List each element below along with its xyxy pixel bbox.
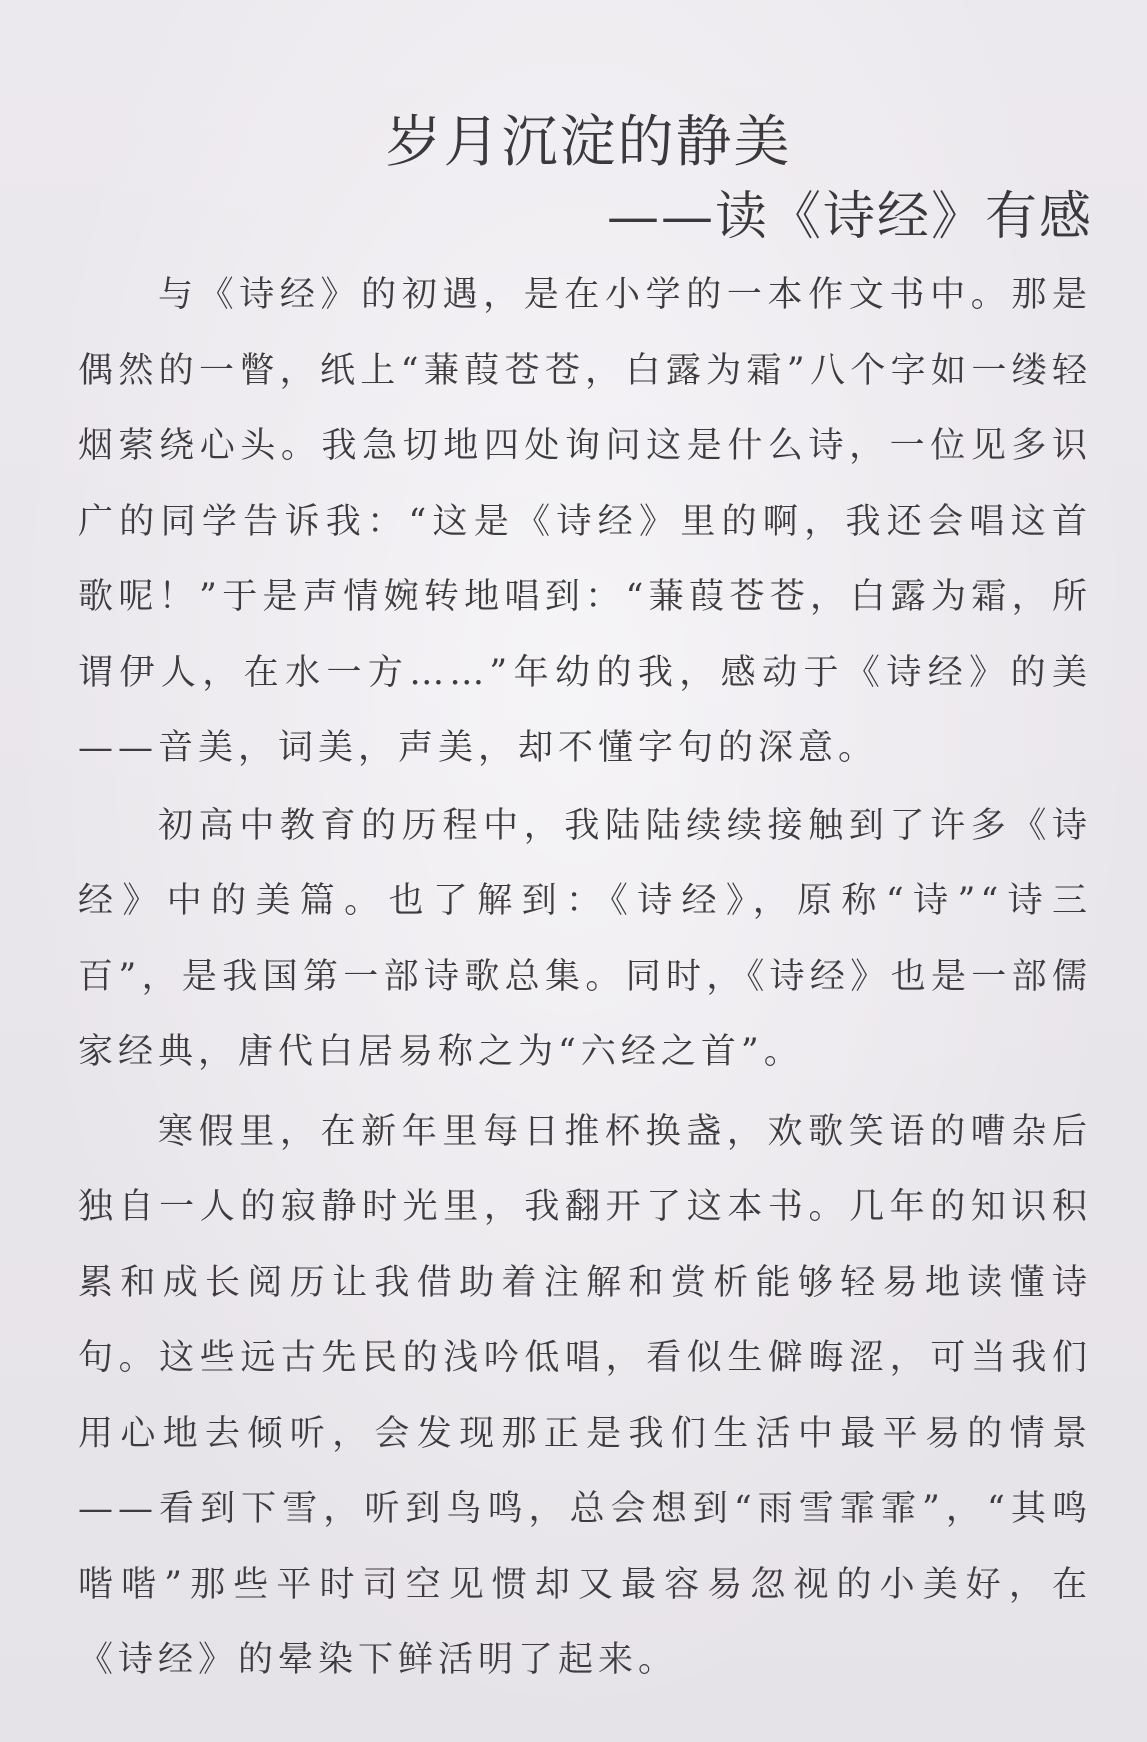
- essay-title: 岁月沉淀的静美: [385, 110, 792, 175]
- essay-body: [78, 258, 1092, 1699]
- paragraph-winter-reading: 寒假里，在新年里每日推杯换盏，欢歌笑语的嘈杂后独自一人的寂静时光里，我翻开了这本书。几年的知识积累和成长阅历让我借助着注解和赏析能够轻易地读懂诗句。这些远古先民的浅吟低唱，看似生僻晦涩，可当我们用心地去倾听，会发现那正是我们生活中最平易的情景——看到下雪，听到鸟鸣，总会想到“雨雪霏霏”，“其鸣喈喈”那些平时司空见惯却又最容易忽视的小美好，在《诗经》的晕染下鲜活明了起来。: [78, 1111, 1092, 1680]
- paragraph-first-encounter: 与《诗经》的初遇，是在小学的一本作文书中。那是偶然的一瞥，纸上“蒹葭苍苍，白露为霜”八个字如一缕轻烟萦绕心头。我急切地四处询问这是什么诗，一位见多识广的同学告诉我：“这是《诗经》里的啊，我还会唱这首歌呢！”于是声情婉转地唱到：“蒹葭苍苍，白露为霜，所谓伊人，在水一方……”年幼的我，感动于《诗经》的美——音美，词美，声美，却不懂字句的深意。: [78, 275, 1092, 768]
- paragraph-school-years: 初高中教育的历程中，我陆陆续续接触到了许多《诗经》中的美篇。也了解到：《诗经》，原称“诗”“诗三百”，是我国第一部诗歌总集。同时，《诗经》也是一部儒家经典，唐代白居易称之为“六经之首”。: [78, 805, 1092, 1072]
- essay-subtitle: ——读《诗经》有感: [606, 187, 1093, 247]
